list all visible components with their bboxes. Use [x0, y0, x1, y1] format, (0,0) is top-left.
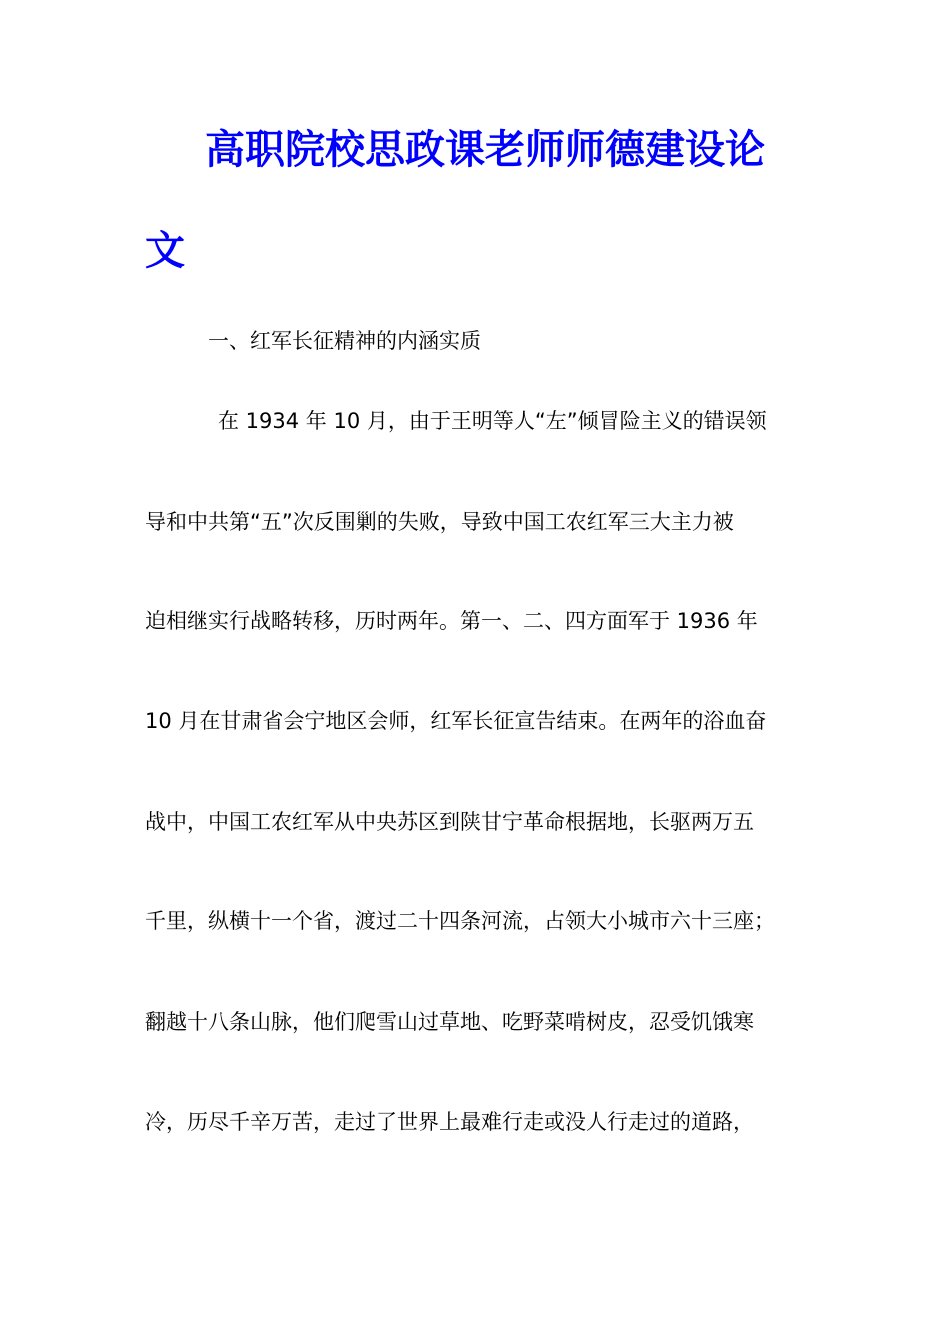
paragraph-line-4: 10 月在甘肃省会宁地区会师，红军长征宣告结束。在两年的浴血奋	[145, 709, 767, 733]
paragraph-line-6: 千里，纵横十一个省，渡过二十四条河流，占领大小城市六十三座；	[145, 909, 775, 933]
paragraph-line-7: 翻越十八条山脉，他们爬雪山过草地、吃野菜啃树皮，忍受饥饿寒	[145, 1010, 754, 1034]
paragraph-line-8: 冷，历尽千辛万苦，走过了世界上最难行走或没人行走过的道路，	[145, 1110, 754, 1134]
section-heading: 一、红军长征精神的内涵实质	[208, 329, 481, 353]
document-title-line-2: 文	[145, 227, 185, 274]
document-title-line-1: 高职院校思政课老师师德建设论	[205, 126, 765, 173]
paragraph-line-5: 战中，中国工农红军从中央苏区到陕甘宁革命根据地，长驱两万五	[145, 810, 754, 834]
paragraph-line-2: 导和中共第“五”次反围剿的失败，导致中国工农红军三大主力被	[145, 510, 734, 534]
paragraph-line-3: 迫相继实行战略转移，历时两年。第一、二、四方面军于 1936 年	[145, 609, 758, 633]
paragraph-line-1: 在 1934 年 10 月，由于王明等人“左”倾冒险主义的错误领	[218, 409, 767, 433]
